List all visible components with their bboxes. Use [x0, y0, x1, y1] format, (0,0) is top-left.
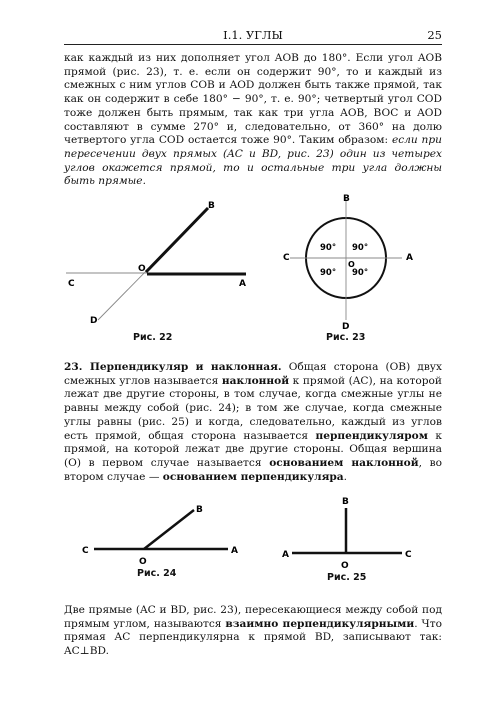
theorem-statement: если при пересечении двух прямых (AC и BD, рис. 23) один из четырех углов окажется прямой, то и остальные три угла должны быть прямые.: [64, 134, 442, 188]
label-o: O: [348, 260, 355, 269]
term-perpendicular-foot: основанием перпендикуляра: [162, 470, 344, 483]
section-23-paragraph: [64, 361, 442, 484]
term-perpendicular: перпендикуляром: [315, 429, 428, 442]
ray-ob: [146, 208, 208, 272]
figure-22: [60, 198, 260, 343]
label-a: A: [406, 253, 413, 263]
label-d: D: [342, 322, 350, 332]
angle-label-boc: 90°: [320, 243, 337, 253]
paragraph-mutually-perpendicular: [64, 604, 442, 659]
paragraph-angles-continued: [64, 52, 442, 189]
running-title: I.1. УГЛЫ: [223, 28, 283, 42]
label-o: O: [139, 557, 147, 567]
caption-fig-24: Рис. 24: [137, 568, 177, 579]
caption-fig-22: Рис. 22: [133, 332, 173, 343]
label-b: B: [196, 505, 203, 515]
term-oblique-foot: основанием наклонной: [269, 456, 419, 469]
label-c: C: [82, 546, 89, 556]
ray-ob: [144, 510, 194, 549]
caption-fig-25: Рис. 25: [327, 572, 367, 583]
caption-fig-23: Рис. 23: [326, 332, 366, 343]
angle-label-aod: 90°: [352, 268, 369, 278]
label-o: O: [341, 561, 349, 571]
page-number: 25: [427, 28, 442, 42]
text-run: к прямой, на которой лежат две другие стороны. Общая вершина (O) в первом случае называется: [64, 429, 443, 469]
section-23-title: 23. Перпендикуляр и наклонная.: [64, 361, 282, 373]
label-c: C: [68, 279, 75, 289]
figure-24: [78, 503, 248, 573]
text-run: Две прямые (AC и BD, рис. 23), пересекающиеся между собой под прямым углом, называются: [64, 604, 442, 630]
angle-label-cod: 90°: [320, 268, 337, 278]
label-d: D: [90, 316, 98, 326]
label-b: B: [208, 201, 215, 211]
text-run: к прямой (AC), на которой лежат две другие стороны, в том случае, когда смежные углы не равны между собой (рис. 24); в том же случае, когда смежные углы равны (рис. 25) и когда, следовательно, каждый из углов есть прямой, общая сторона называется: [64, 374, 442, 442]
paragraph-text: как каждый из них дополняет угол AOB до 180°. Если угол AOB прямой (рис. 23), т. е. если он содержит 90°, то и каждый из смежных с ним углов COB и AOD должен быть также прямой, так как он содержит в себе 180° − 90°, т. е. 90°; четвертый угол COD тоже должен быть прямым, так как три угла AOB, BOC и AOD составляют в сумме 270° и, следовательно, от 360° на долю четвертого угла COD остается тоже 90°. Таким образом:: [64, 52, 442, 147]
text-run: , во втором случае —: [64, 456, 442, 483]
label-b: B: [343, 194, 350, 204]
figure-23: [280, 190, 420, 335]
term-mutually-perpendicular: взаимно перпендикулярными: [225, 617, 415, 630]
label-c: C: [283, 253, 290, 263]
text-run: .: [343, 470, 348, 483]
figure-25: [280, 493, 420, 573]
page-header: [64, 26, 442, 45]
label-c: C: [405, 550, 412, 560]
label-a: A: [282, 550, 289, 560]
text-run: . Что прямая AC перпендикулярна к прямой BD, записывают так: AC⊥BD.: [64, 617, 442, 658]
label-o: O: [138, 264, 146, 274]
term-oblique: наклонной: [221, 374, 290, 387]
text-run: Общая сторона (OB) двух смежных углов называется: [64, 361, 442, 387]
label-a: A: [231, 546, 238, 556]
label-a: A: [239, 279, 246, 289]
label-b: B: [342, 497, 349, 507]
angle-label-aob: 90°: [352, 243, 369, 253]
